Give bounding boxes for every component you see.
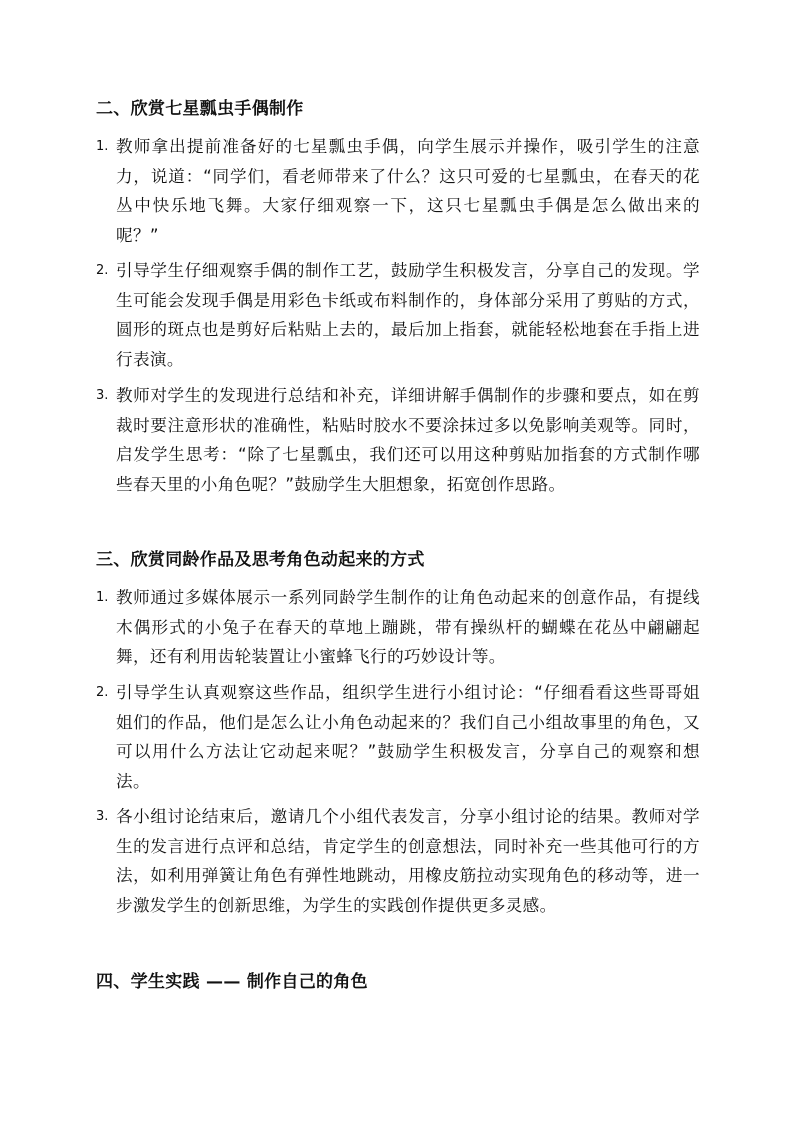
item-text: 教师对学生的发现进行总结和补充，详细讲解手偶制作的步骤和要点，如在剪裁时要注意形状的准确性，粘贴时胶水不要涂抹过多以免影响美观等。同时，启发学生思考：“除了七星瓢虫，我们还可以用这种剪贴加指套的方式制作哪些春天里的小角色呢？”鼓励学生大胆想象，拓宽创作思路。 (116, 386, 700, 494)
item-text: 教师拿出提前准备好的七星瓢虫手偶，向学生展示并操作，吸引学生的注意力，说道：“同学们，看老师带来了什么？这只可爱的七星瓢虫，在春天的花丛中快乐地飞舞。大家仔细观察一下，这只七星瓢虫手偶是怎么做出来的呢？” (116, 137, 700, 245)
item-text: 各小组讨论结束后，邀请几个小组代表发言，分享小组讨论的结果。教师对学生的发言进行点评和总结，肯定学生的创意想法，同时补充一些其他可行的方法，如利用弹簧让角色有弹性地跳动，用橡皮筋拉动实现角色的移动等，进一步激发学生的创新思维，为学生的实践创作提供更多灵感。 (116, 807, 700, 915)
item-number: 1. (96, 590, 109, 605)
item-number: 2. (96, 263, 109, 278)
section-heading-2: 二、欣赏七星瓢虫手偶制作 (96, 99, 304, 119)
item-number: 2. (96, 685, 109, 700)
item-text: 教师通过多媒体展示一系列同龄学生制作的让角色动起来的创意作品，有提线木偶形式的小兔子在春天的草地上蹦跳，带有操纵杆的蝴蝶在花丛中翩翩起舞，还有利用齿轮装置让小蜜蜂飞行的巧妙设计等。 (116, 588, 700, 666)
section-heading-3: 三、欣赏同龄作品及思考角色动起来的方式 (96, 550, 425, 570)
item-text: 引导学生仔细观察手偶的制作工艺，鼓励学生积极发言，分享自己的发现。学生可能会发现手偶是用彩色卡纸或布料制作的，身体部分采用了剪贴的方式，圆形的斑点也是剪好后粘贴上去的，最后加上指套，就能轻松地套在手指上进行表演。 (116, 261, 700, 369)
item-text: 引导学生认真观察这些作品，组织学生进行小组讨论：“仔细看看这些哥哥姐姐们的作品，他们是怎么让小角色动起来的？我们自己小组故事里的角色，又可以用什么方法让它动起来呢？”鼓励学生积极发言，分享自己的观察和想法。 (116, 683, 700, 791)
item-number: 3. (96, 388, 109, 403)
section-heading-4: 四、学生实践 —— 制作自己的角色 (96, 972, 368, 992)
item-number: 1. (96, 139, 109, 154)
item-number: 3. (96, 809, 109, 824)
